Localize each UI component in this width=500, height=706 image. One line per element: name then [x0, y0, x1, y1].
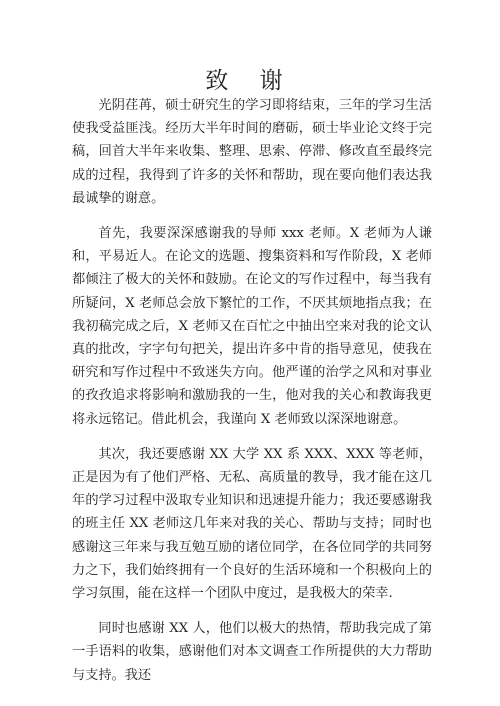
document-body	[72, 94, 432, 699]
document-title: 致 谢	[205, 68, 295, 94]
paragraph-intro: 光阴荏苒，硕士研究生的学习即将结束，三年的学习生活使我受益匪浅。经历大半年时间的磨砺，硕士毕业论文终于完稿，回首大半年来收集、整理、思索、停滞、修改直至最终完成的过程，我得到了许多的关怀和帮助，现在要向他们表达我最诚挚的谢意。	[72, 98, 432, 206]
paragraph-teachers-classmates: 其次，我还要感谢 XX 大学 XX 系 XXX、XXX 等老师，正是因为有了他们严格、无私、高质量的教导，我才能在这几年的学习过程中汲取专业知识和迅速提升能力；我还要感谢我的班主任 XX 老师这几年来对我的关心、帮助与支持；同时也感谢这三年来与我互勉互励的诸位同学，在各位同学的共同努力之下，我们始终拥有一个良好的生活环境和一个积极向上的学习氛围，能在这样一个团队中度过，是我极大的荣幸.	[72, 446, 432, 602]
paragraph-helpers: 同时也感谢 XX 人，他们以极大的热情，帮助我完成了第一手语料的收集，感谢他们对本文调查工作所提供的大力帮助与支持。我还	[72, 621, 432, 683]
paragraph-advisor: 首先，我要深深感谢我的导师 xxx 老师。X 老师为人谦和，平易近人。在论文的选题、搜集资料和写作阶段，X 老师都倾注了极大的关怀和鼓励。在论文的写作过程中，每当我有所疑问，X 老师总会放下繁忙的工作，不厌其烦地指点我；在我初稿完成之后，X 老师又在百忙之中抽出空来对我的论文认真的批改，字字句句把关，提出许多中肯的指导意见，使我在研究和写作过程中不致迷失方向。他严谨的治学之风和对事业的孜孜追求将影响和激励我的一生，他对我的关心和教诲我更将永远铭记。借此机会，我谨向 X 老师致以深深地谢意。	[72, 226, 432, 427]
